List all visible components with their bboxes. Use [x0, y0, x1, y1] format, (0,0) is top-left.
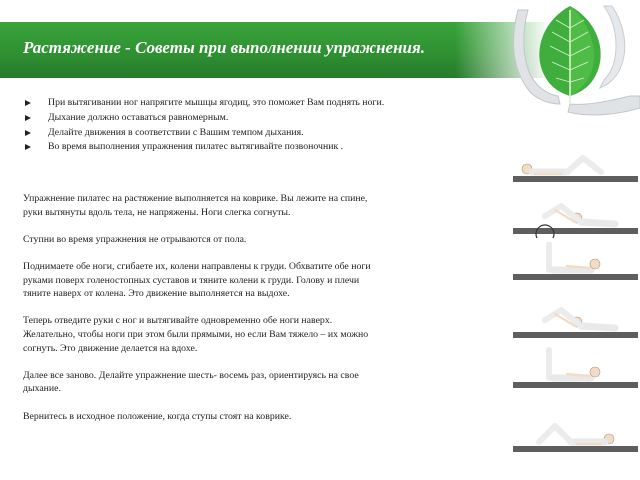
paragraph-line: Ступни во время упражнения не отрываются от пола. — [23, 233, 247, 245]
paragraph-line: согнуть. Это движение делается на вдохе. — [23, 342, 198, 354]
paragraph-line: Желательно, чтобы ноги при этом были прямыми, но если Вам тяжело – их можно — [23, 328, 369, 340]
exercise-figure-knees-to-chest-icon — [505, 300, 640, 342]
exercise-figure-legs-up-icon — [505, 346, 640, 392]
paragraph-line: тяните наверх от колена. Это движение выполняется на выдохе. — [23, 288, 290, 300]
exercise-figures — [505, 150, 640, 480]
paragraph-line: Теперь отведите руки с ног и вытягивайте одновременно обе ноги наверх. — [23, 315, 333, 327]
tip-item — [23, 140, 493, 155]
paragraph-line: Далее все заново. Делайте упражнение шесть- восемь раз, ориентируясь на свое — [23, 369, 359, 381]
exercise-figure-legs-up-icon — [505, 242, 640, 284]
green-leaf-icon — [539, 6, 600, 104]
tip-text: Дыхание должно оставаться равномерным. — [48, 111, 229, 123]
paragraph-line: Поднимаете обе ноги, сгибаете их, колени направлены к груди. Обхватите обе ноги — [23, 260, 371, 272]
exercise-description — [23, 192, 491, 423]
tip-text: При вытягивании ног напрягите мышцы ягодиц, это поможет Вам поднять ноги. — [48, 97, 385, 108]
tip-text: Делайте движения в соответствии с Вашим темпом дыхания. — [48, 126, 304, 138]
bullet-arrow-icon — [25, 130, 31, 136]
bullet-arrow-icon — [25, 100, 31, 106]
paragraph-line: руками поверх голеностопных суставов и тяните колени к груди. Голову и плечи — [23, 274, 360, 286]
exercise-figure-lying-icon — [505, 418, 640, 458]
tip-item — [23, 96, 493, 111]
tip-item — [23, 126, 493, 141]
slide-title: Растяжение - Советы при выполнении упражнения. — [23, 38, 425, 57]
paragraph-line: Вернитесь в исходное положение, когда ступы стоят на коврике. — [23, 410, 292, 422]
bullet-arrow-icon — [25, 144, 31, 150]
bullet-arrow-icon — [25, 115, 31, 121]
tip-text: Во время выполнения упражнения пилатес вытягивайте позвоночник . — [48, 141, 344, 153]
paragraph-line: Упражнение пилатес на растяжение выполняется на коврике. Вы лежите на спине, — [23, 193, 368, 204]
tips-list — [23, 96, 493, 155]
paragraph-line: руки вытянуты вдоль тела, не напряжены. Ноги слегка согнуты. — [23, 206, 291, 218]
paragraph-line: дыхание. — [23, 383, 61, 395]
exercise-figure-lying-icon — [505, 150, 640, 184]
leaf-in-hands-illustration — [500, 0, 640, 140]
exercise-figure-knees-to-chest-icon — [505, 196, 640, 238]
tip-item — [23, 111, 493, 126]
